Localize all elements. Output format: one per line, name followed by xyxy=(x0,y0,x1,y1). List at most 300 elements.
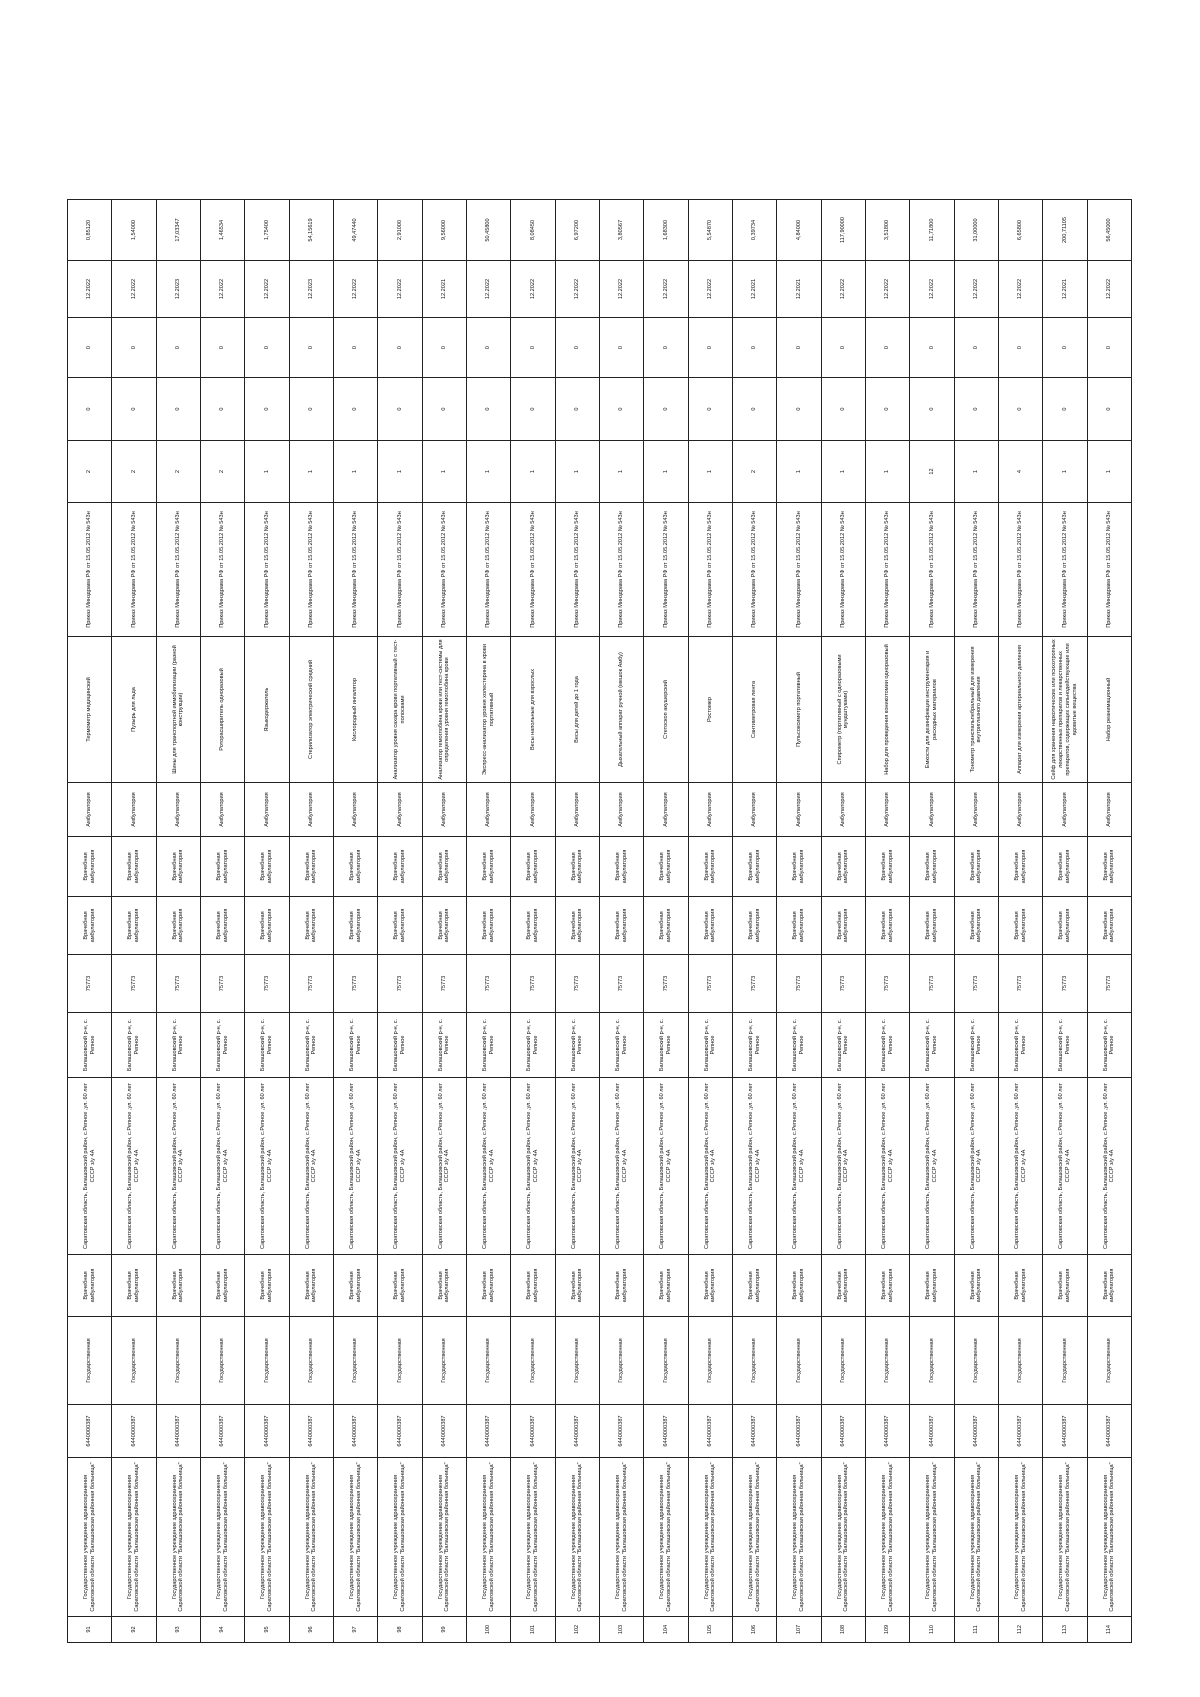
order-cell: Приказ Минздрава РФ от 15.05.2012 № 543н xyxy=(688,503,732,637)
unit-2-cell: Врачебная амбулатория xyxy=(378,837,422,897)
zero-2-cell: 0 xyxy=(1043,318,1087,378)
date-cell: 12.2022 xyxy=(688,261,732,318)
facility-type-cell: Врачебная амбулатория xyxy=(1087,1255,1131,1317)
locality-cell: Балашовский р-н, с. Репное xyxy=(732,1013,776,1078)
date-cell: 12.2021 xyxy=(422,261,466,318)
quantity-cell: 1 xyxy=(245,441,289,503)
quantity-cell: 1 xyxy=(821,441,865,503)
order-cell: Приказ Минздрава РФ от 15.05.2012 № 543н xyxy=(599,503,643,637)
zero-1-cell: 0 xyxy=(112,378,156,441)
inn-cell: 6440000387 xyxy=(865,1405,909,1458)
facility-type-cell: Врачебная амбулатория xyxy=(333,1255,377,1317)
facility-type-cell: Врачебная амбулатория xyxy=(732,1255,776,1317)
equipment-name-cell: Ростомер xyxy=(688,637,732,783)
row-number: 93 xyxy=(156,1617,200,1643)
quantity-cell: 1 xyxy=(422,441,466,503)
row-number: 107 xyxy=(777,1617,821,1643)
locality-cell: Балашовский р-н, с. Репное xyxy=(511,1013,555,1078)
address-cell: Саратовская область, Балашовский район, с.Репное ,ул. 60 лет СССР з/у 4А xyxy=(865,1078,909,1255)
quantity-cell: 1 xyxy=(378,441,422,503)
table-row xyxy=(644,200,688,1643)
address-cell: Саратовская область, Балашовский район, с.Репное ,ул. 60 лет СССР з/у 4А xyxy=(1043,1078,1087,1255)
unit-3-cell: Амбулатория xyxy=(1043,783,1087,837)
table-row xyxy=(511,200,555,1643)
date-cell: 12.2022 xyxy=(1087,261,1131,318)
facility-type-cell: Врачебная амбулатория xyxy=(200,1255,244,1317)
value-cell: 6,97200 xyxy=(555,200,599,261)
zero-1-cell: 0 xyxy=(422,378,466,441)
row-number: 109 xyxy=(865,1617,909,1643)
order-cell: Приказ Минздрава РФ от 15.05.2012 № 543н xyxy=(910,503,954,637)
facility-type-cell: Врачебная амбулатория xyxy=(289,1255,333,1317)
inn-cell: 6440000387 xyxy=(688,1405,732,1458)
equipment-table xyxy=(67,199,1132,1643)
order-cell: Приказ Минздрава РФ от 15.05.2012 № 543н xyxy=(112,503,156,637)
value-cell: 17,03347 xyxy=(156,200,200,261)
value-cell: 2,91000 xyxy=(378,200,422,261)
code-cell: 75773 xyxy=(998,955,1042,1013)
unit-3-cell: Амбулатория xyxy=(333,783,377,837)
code-cell: 75773 xyxy=(200,955,244,1013)
organization-cell: Государственное учреждение здравоохранения Саратовской области "Балашовская районная больница" xyxy=(644,1458,688,1617)
zero-1-cell: 0 xyxy=(289,378,333,441)
zero-2-cell: 0 xyxy=(289,318,333,378)
table-row xyxy=(821,200,865,1643)
unit-1-cell: Врачебная амбулатория xyxy=(378,897,422,955)
table-row xyxy=(555,200,599,1643)
unit-3-cell: Амбулатория xyxy=(910,783,954,837)
code-cell: 75773 xyxy=(599,955,643,1013)
code-cell: 75773 xyxy=(333,955,377,1013)
ownership-cell: Государственная xyxy=(555,1317,599,1405)
quantity-cell: 1 xyxy=(1043,441,1087,503)
zero-1-cell: 0 xyxy=(68,378,112,441)
equipment-name-cell: Роторасширитель одноразовый xyxy=(200,637,244,783)
zero-2-cell: 0 xyxy=(156,318,200,378)
date-cell: 12.2022 xyxy=(333,261,377,318)
unit-2-cell: Врачебная амбулатория xyxy=(466,837,510,897)
table-row xyxy=(422,200,466,1643)
date-cell: 12.2022 xyxy=(200,261,244,318)
quantity-cell: 1 xyxy=(511,441,555,503)
unit-2-cell: Врачебная амбулатория xyxy=(732,837,776,897)
equipment-name-cell: Пульсоксиметр портативный xyxy=(777,637,821,783)
zero-2-cell: 0 xyxy=(599,318,643,378)
organization-cell: Государственное учреждение здравоохранения Саратовской области "Балашовская районная больница" xyxy=(732,1458,776,1617)
zero-2-cell: 0 xyxy=(466,318,510,378)
code-cell: 75773 xyxy=(68,955,112,1013)
value-cell: 117,90000 xyxy=(821,200,865,261)
value-cell: 3,80567 xyxy=(599,200,643,261)
zero-1-cell: 0 xyxy=(599,378,643,441)
unit-1-cell: Врачебная амбулатория xyxy=(688,897,732,955)
date-cell: 12.2023 xyxy=(289,261,333,318)
quantity-cell: 2 xyxy=(112,441,156,503)
inn-cell: 6440000387 xyxy=(998,1405,1042,1458)
table-row xyxy=(954,200,998,1643)
zero-2-cell: 0 xyxy=(555,318,599,378)
unit-1-cell: Врачебная амбулатория xyxy=(1087,897,1131,955)
row-number: 114 xyxy=(1087,1617,1131,1643)
unit-3-cell: Амбулатория xyxy=(555,783,599,837)
facility-type-cell: Врачебная амбулатория xyxy=(511,1255,555,1317)
inn-cell: 6440000387 xyxy=(732,1405,776,1458)
row-number: 95 xyxy=(245,1617,289,1643)
value-cell: 54,15619 xyxy=(289,200,333,261)
zero-1-cell: 0 xyxy=(1043,378,1087,441)
ownership-cell: Государственная xyxy=(1087,1317,1131,1405)
order-cell: Приказ Минздрава РФ от 15.05.2012 № 543н xyxy=(998,503,1042,637)
address-cell: Саратовская область, Балашовский район, с.Репное ,ул. 60 лет СССР з/у 4А xyxy=(378,1078,422,1255)
zero-1-cell: 0 xyxy=(511,378,555,441)
organization-cell: Государственное учреждение здравоохранения Саратовской области "Балашовская районная больница" xyxy=(777,1458,821,1617)
organization-cell: Государственное учреждение здравоохранения Саратовской области "Балашовская районная больница" xyxy=(245,1458,289,1617)
value-cell: 31,00000 xyxy=(954,200,998,261)
address-cell: Саратовская область, Балашовский район, с.Репное ,ул. 60 лет СССР з/у 4А xyxy=(555,1078,599,1255)
unit-1-cell: Врачебная амбулатория xyxy=(644,897,688,955)
code-cell: 75773 xyxy=(1043,955,1087,1013)
unit-2-cell: Врачебная амбулатория xyxy=(68,837,112,897)
row-number: 92 xyxy=(112,1617,156,1643)
order-cell: Приказ Минздрава РФ от 15.05.2012 № 543н xyxy=(422,503,466,637)
zero-1-cell: 0 xyxy=(378,378,422,441)
value-cell: 11,71800 xyxy=(910,200,954,261)
value-cell: 9,56000 xyxy=(422,200,466,261)
facility-type-cell: Врачебная амбулатория xyxy=(466,1255,510,1317)
value-cell: 6,65800 xyxy=(998,200,1042,261)
order-cell: Приказ Минздрава РФ от 15.05.2012 № 543н xyxy=(466,503,510,637)
quantity-cell: 2 xyxy=(156,441,200,503)
date-cell: 12.2021 xyxy=(732,261,776,318)
code-cell: 75773 xyxy=(422,955,466,1013)
ownership-cell: Государственная xyxy=(422,1317,466,1405)
unit-2-cell: Врачебная амбулатория xyxy=(200,837,244,897)
organization-cell: Государственное учреждение здравоохранения Саратовской области "Балашовская районная больница" xyxy=(954,1458,998,1617)
value-cell: 1,46534 xyxy=(200,200,244,261)
inn-cell: 6440000387 xyxy=(112,1405,156,1458)
locality-cell: Балашовский р-н, с. Репное xyxy=(1043,1013,1087,1078)
ownership-cell: Государственная xyxy=(466,1317,510,1405)
organization-cell: Государственное учреждение здравоохранения Саратовской области "Балашовская районная больница" xyxy=(68,1458,112,1617)
facility-type-cell: Врачебная амбулатория xyxy=(68,1255,112,1317)
code-cell: 75773 xyxy=(378,955,422,1013)
unit-1-cell: Врачебная амбулатория xyxy=(245,897,289,955)
unit-2-cell: Врачебная амбулатория xyxy=(333,837,377,897)
address-cell: Саратовская область, Балашовский район, с.Репное ,ул. 60 лет СССР з/у 4А xyxy=(289,1078,333,1255)
quantity-cell: 1 xyxy=(777,441,821,503)
organization-cell: Государственное учреждение здравоохранения Саратовской области "Балашовская районная больница" xyxy=(289,1458,333,1617)
unit-3-cell: Амбулатория xyxy=(466,783,510,837)
unit-1-cell: Врачебная амбулатория xyxy=(954,897,998,955)
ownership-cell: Государственная xyxy=(821,1317,865,1405)
inn-cell: 6440000387 xyxy=(68,1405,112,1458)
row-number: 91 xyxy=(68,1617,112,1643)
facility-type-cell: Врачебная амбулатория xyxy=(112,1255,156,1317)
ownership-cell: Государственная xyxy=(777,1317,821,1405)
row-number: 111 xyxy=(954,1617,998,1643)
address-cell: Саратовская область, Балашовский район, с.Репное ,ул. 60 лет СССР з/у 4А xyxy=(732,1078,776,1255)
unit-2-cell: Врачебная амбулатория xyxy=(422,837,466,897)
organization-cell: Государственное учреждение здравоохранения Саратовской области "Балашовская районная больница" xyxy=(910,1458,954,1617)
inn-cell: 6440000387 xyxy=(333,1405,377,1458)
value-cell: 0,85120 xyxy=(68,200,112,261)
value-cell: 1,68300 xyxy=(644,200,688,261)
organization-cell: Государственное учреждение здравоохранения Саратовской области "Балашовская районная больница" xyxy=(821,1458,865,1617)
ownership-cell: Государственная xyxy=(998,1317,1042,1405)
inn-cell: 6440000387 xyxy=(156,1405,200,1458)
locality-cell: Балашовский р-н, с. Репное xyxy=(910,1013,954,1078)
ownership-cell: Государственная xyxy=(289,1317,333,1405)
organization-cell: Государственное учреждение здравоохранения Саратовской области "Балашовская районная больница" xyxy=(466,1458,510,1617)
unit-2-cell: Врачебная амбулатория xyxy=(511,837,555,897)
locality-cell: Балашовский р-н, с. Репное xyxy=(422,1013,466,1078)
value-cell: 56,45000 xyxy=(1087,200,1131,261)
zero-2-cell: 0 xyxy=(821,318,865,378)
locality-cell: Балашовский р-н, с. Репное xyxy=(68,1013,112,1078)
locality-cell: Балашовский р-н, с. Репное xyxy=(954,1013,998,1078)
unit-3-cell: Амбулатория xyxy=(865,783,909,837)
ownership-cell: Государственная xyxy=(644,1317,688,1405)
inn-cell: 6440000387 xyxy=(777,1405,821,1458)
unit-1-cell: Врачебная амбулатория xyxy=(289,897,333,955)
ownership-cell: Государственная xyxy=(245,1317,289,1405)
ownership-cell: Государственная xyxy=(156,1317,200,1405)
equipment-name-cell: Шины для транспортной иммобилизации (разной конструкции) xyxy=(156,637,200,783)
unit-3-cell: Амбулатория xyxy=(68,783,112,837)
zero-2-cell: 0 xyxy=(688,318,732,378)
unit-2-cell: Врачебная амбулатория xyxy=(289,837,333,897)
zero-1-cell: 0 xyxy=(688,378,732,441)
zero-1-cell: 0 xyxy=(466,378,510,441)
table-row xyxy=(333,200,377,1643)
order-cell: Приказ Минздрава РФ от 15.05.2012 № 543н xyxy=(1087,503,1131,637)
inn-cell: 6440000387 xyxy=(200,1405,244,1458)
quantity-cell: 2 xyxy=(200,441,244,503)
row-number: 106 xyxy=(732,1617,776,1643)
zero-2-cell: 0 xyxy=(511,318,555,378)
zero-1-cell: 0 xyxy=(644,378,688,441)
organization-cell: Государственное учреждение здравоохранения Саратовской области "Балашовская районная больница" xyxy=(599,1458,643,1617)
order-cell: Приказ Минздрава РФ от 15.05.2012 № 543н xyxy=(378,503,422,637)
date-cell: 12.2022 xyxy=(245,261,289,318)
unit-1-cell: Врачебная амбулатория xyxy=(910,897,954,955)
zero-1-cell: 0 xyxy=(555,378,599,441)
quantity-cell: 1 xyxy=(644,441,688,503)
table-row xyxy=(466,200,510,1643)
value-cell: 50,45800 xyxy=(466,200,510,261)
inn-cell: 6440000387 xyxy=(1043,1405,1087,1458)
ownership-cell: Государственная xyxy=(732,1317,776,1405)
organization-cell: Государственное учреждение здравоохранения Саратовской области "Балашовская районная больница" xyxy=(156,1458,200,1617)
equipment-name-cell: Стетоскоп акушерский xyxy=(644,637,688,783)
unit-1-cell: Врачебная амбулатория xyxy=(821,897,865,955)
equipment-name-cell: Дыхательный аппарат ручной (мешок Амбу) xyxy=(599,637,643,783)
facility-type-cell: Врачебная амбулатория xyxy=(156,1255,200,1317)
unit-1-cell: Врачебная амбулатория xyxy=(422,897,466,955)
inn-cell: 6440000387 xyxy=(599,1405,643,1458)
zero-1-cell: 0 xyxy=(245,378,289,441)
table-row xyxy=(289,200,333,1643)
quantity-cell: 1 xyxy=(1087,441,1131,503)
organization-cell: Государственное учреждение здравоохранения Саратовской области "Балашовская районная больница" xyxy=(865,1458,909,1617)
order-cell: Приказ Минздрава РФ от 15.05.2012 № 543н xyxy=(200,503,244,637)
order-cell: Приказ Минздрава РФ от 15.05.2012 № 543н xyxy=(511,503,555,637)
organization-cell: Государственное учреждение здравоохранения Саратовской области "Балашовская районная больница" xyxy=(1087,1458,1131,1617)
locality-cell: Балашовский р-н, с. Репное xyxy=(777,1013,821,1078)
address-cell: Саратовская область, Балашовский район, с.Репное ,ул. 60 лет СССР з/у 4А xyxy=(688,1078,732,1255)
inn-cell: 6440000387 xyxy=(954,1405,998,1458)
zero-2-cell: 0 xyxy=(998,318,1042,378)
zero-1-cell: 0 xyxy=(821,378,865,441)
unit-1-cell: Врачебная амбулатория xyxy=(1043,897,1087,955)
ownership-cell: Государственная xyxy=(333,1317,377,1405)
organization-cell: Государственное учреждение здравоохранения Саратовской области "Балашовская районная больница" xyxy=(378,1458,422,1617)
unit-1-cell: Врачебная амбулатория xyxy=(156,897,200,955)
table-row xyxy=(200,200,244,1643)
unit-3-cell: Амбулатория xyxy=(289,783,333,837)
code-cell: 75773 xyxy=(865,955,909,1013)
equipment-name-cell: Весы для детей до 1 года xyxy=(555,637,599,783)
zero-1-cell: 0 xyxy=(156,378,200,441)
quantity-cell: 1 xyxy=(688,441,732,503)
facility-type-cell: Врачебная амбулатория xyxy=(1043,1255,1087,1317)
address-cell: Саратовская область, Балашовский район, с.Репное ,ул. 60 лет СССР з/у 4А xyxy=(333,1078,377,1255)
unit-2-cell: Врачебная амбулатория xyxy=(998,837,1042,897)
address-cell: Саратовская область, Балашовский район, с.Репное ,ул. 60 лет СССР з/у 4А xyxy=(1087,1078,1131,1255)
value-cell: 8,08450 xyxy=(511,200,555,261)
order-cell: Приказ Минздрава РФ от 15.05.2012 № 543н xyxy=(555,503,599,637)
inn-cell: 6440000387 xyxy=(1087,1405,1131,1458)
inn-cell: 6440000387 xyxy=(821,1405,865,1458)
row-number: 97 xyxy=(333,1617,377,1643)
code-cell: 75773 xyxy=(156,955,200,1013)
date-cell: 12.2022 xyxy=(378,261,422,318)
zero-2-cell: 0 xyxy=(68,318,112,378)
facility-type-cell: Врачебная амбулатория xyxy=(688,1255,732,1317)
table-row xyxy=(1043,200,1087,1643)
unit-3-cell: Амбулатория xyxy=(112,783,156,837)
equipment-name-cell: Экспресс-анализатор уровня холестерина в крови портативный xyxy=(466,637,510,783)
facility-type-cell: Врачебная амбулатория xyxy=(777,1255,821,1317)
zero-1-cell: 0 xyxy=(998,378,1042,441)
table-row xyxy=(245,200,289,1643)
locality-cell: Балашовский р-н, с. Репное xyxy=(644,1013,688,1078)
equipment-name-cell: Стерилизатор электрический средний xyxy=(289,637,333,783)
zero-1-cell: 0 xyxy=(1087,378,1131,441)
locality-cell: Балашовский р-н, с. Репное xyxy=(466,1013,510,1078)
facility-type-cell: Врачебная амбулатория xyxy=(954,1255,998,1317)
equipment-name-cell: Набор для проведения коникотомии одноразовый xyxy=(865,637,909,783)
code-cell: 75773 xyxy=(821,955,865,1013)
unit-1-cell: Врачебная амбулатория xyxy=(998,897,1042,955)
table-row xyxy=(68,200,112,1643)
date-cell: 12.2022 xyxy=(910,261,954,318)
facility-type-cell: Врачебная амбулатория xyxy=(998,1255,1042,1317)
address-cell: Саратовская область, Балашовский район, с.Репное ,ул. 60 лет СССР з/у 4А xyxy=(422,1078,466,1255)
zero-1-cell: 0 xyxy=(777,378,821,441)
address-cell: Саратовская область, Балашовский район, с.Репное ,ул. 60 лет СССР з/у 4А xyxy=(644,1078,688,1255)
row-number: 99 xyxy=(422,1617,466,1643)
unit-1-cell: Врачебная амбулатория xyxy=(555,897,599,955)
order-cell: Приказ Минздрава РФ от 15.05.2012 № 543н xyxy=(333,503,377,637)
equipment-name-cell: Спирометр (портативный с одноразовыми мундштуками) xyxy=(821,637,865,783)
inn-cell: 6440000387 xyxy=(511,1405,555,1458)
value-cell: 4,84000 xyxy=(777,200,821,261)
code-cell: 75773 xyxy=(644,955,688,1013)
ownership-cell: Государственная xyxy=(68,1317,112,1405)
organization-cell: Государственное учреждение здравоохранения Саратовской области "Балашовская районная больница" xyxy=(112,1458,156,1617)
address-cell: Саратовская область, Балашовский район, с.Репное ,ул. 60 лет СССР з/у 4А xyxy=(200,1078,244,1255)
order-cell: Приказ Минздрава РФ от 15.05.2012 № 543н xyxy=(68,503,112,637)
row-number: 112 xyxy=(998,1617,1042,1643)
facility-type-cell: Врачебная амбулатория xyxy=(865,1255,909,1317)
locality-cell: Балашовский р-н, с. Репное xyxy=(599,1013,643,1078)
quantity-cell: 2 xyxy=(68,441,112,503)
quantity-cell: 1 xyxy=(289,441,333,503)
zero-1-cell: 0 xyxy=(954,378,998,441)
equipment-name-cell: Тонометр транспальпебральный для измерения внутриглазного давления xyxy=(954,637,998,783)
zero-2-cell: 0 xyxy=(245,318,289,378)
unit-3-cell: Амбулатория xyxy=(156,783,200,837)
equipment-name-cell: Аппарат для измерения артериального давления xyxy=(998,637,1042,783)
locality-cell: Балашовский р-н, с. Репное xyxy=(200,1013,244,1078)
zero-2-cell: 0 xyxy=(777,318,821,378)
date-cell: 12.2022 xyxy=(466,261,510,318)
order-cell: Приказ Минздрава РФ от 15.05.2012 № 543н xyxy=(821,503,865,637)
row-number: 94 xyxy=(200,1617,244,1643)
ownership-cell: Государственная xyxy=(112,1317,156,1405)
address-cell: Саратовская область, Балашовский район, с.Репное ,ул. 60 лет СССР з/у 4А xyxy=(821,1078,865,1255)
organization-cell: Государственное учреждение здравоохранения Саратовской области "Балашовская районная больница" xyxy=(333,1458,377,1617)
unit-1-cell: Врачебная амбулатория xyxy=(732,897,776,955)
facility-type-cell: Врачебная амбулатория xyxy=(245,1255,289,1317)
locality-cell: Балашовский р-н, с. Репное xyxy=(688,1013,732,1078)
zero-2-cell: 0 xyxy=(378,318,422,378)
quantity-cell: 2 xyxy=(732,441,776,503)
row-number: 108 xyxy=(821,1617,865,1643)
table-row xyxy=(777,200,821,1643)
address-cell: Саратовская область, Балашовский район, с.Репное ,ул. 60 лет СССР з/у 4А xyxy=(466,1078,510,1255)
table-row xyxy=(1087,200,1131,1643)
code-cell: 75773 xyxy=(954,955,998,1013)
code-cell: 75773 xyxy=(732,955,776,1013)
facility-type-cell: Врачебная амбулатория xyxy=(422,1255,466,1317)
code-cell: 75773 xyxy=(777,955,821,1013)
address-cell: Саратовская область, Балашовский район, с.Репное ,ул. 60 лет СССР з/у 4А xyxy=(112,1078,156,1255)
unit-2-cell: Врачебная амбулатория xyxy=(245,837,289,897)
equipment-name-cell: Термометр медицинский xyxy=(68,637,112,783)
date-cell: 12.2022 xyxy=(865,261,909,318)
order-cell: Приказ Минздрава РФ от 15.05.2012 № 543н xyxy=(732,503,776,637)
value-cell: 1,75400 xyxy=(245,200,289,261)
facility-type-cell: Врачебная амбулатория xyxy=(821,1255,865,1317)
unit-3-cell: Амбулатория xyxy=(200,783,244,837)
zero-1-cell: 0 xyxy=(333,378,377,441)
zero-2-cell: 0 xyxy=(865,318,909,378)
organization-cell: Государственное учреждение здравоохранения Саратовской области "Балашовская районная больница" xyxy=(688,1458,732,1617)
zero-1-cell: 0 xyxy=(732,378,776,441)
unit-3-cell: Амбулатория xyxy=(688,783,732,837)
address-cell: Саратовская область, Балашовский район, с.Репное ,ул. 60 лет СССР з/у 4А xyxy=(156,1078,200,1255)
quantity-cell: 1 xyxy=(865,441,909,503)
unit-3-cell: Амбулатория xyxy=(245,783,289,837)
unit-2-cell: Врачебная амбулатория xyxy=(1087,837,1131,897)
zero-2-cell: 0 xyxy=(644,318,688,378)
inn-cell: 6440000387 xyxy=(466,1405,510,1458)
quantity-cell: 1 xyxy=(599,441,643,503)
unit-3-cell: Амбулатория xyxy=(511,783,555,837)
locality-cell: Балашовский р-н, с. Репное xyxy=(245,1013,289,1078)
